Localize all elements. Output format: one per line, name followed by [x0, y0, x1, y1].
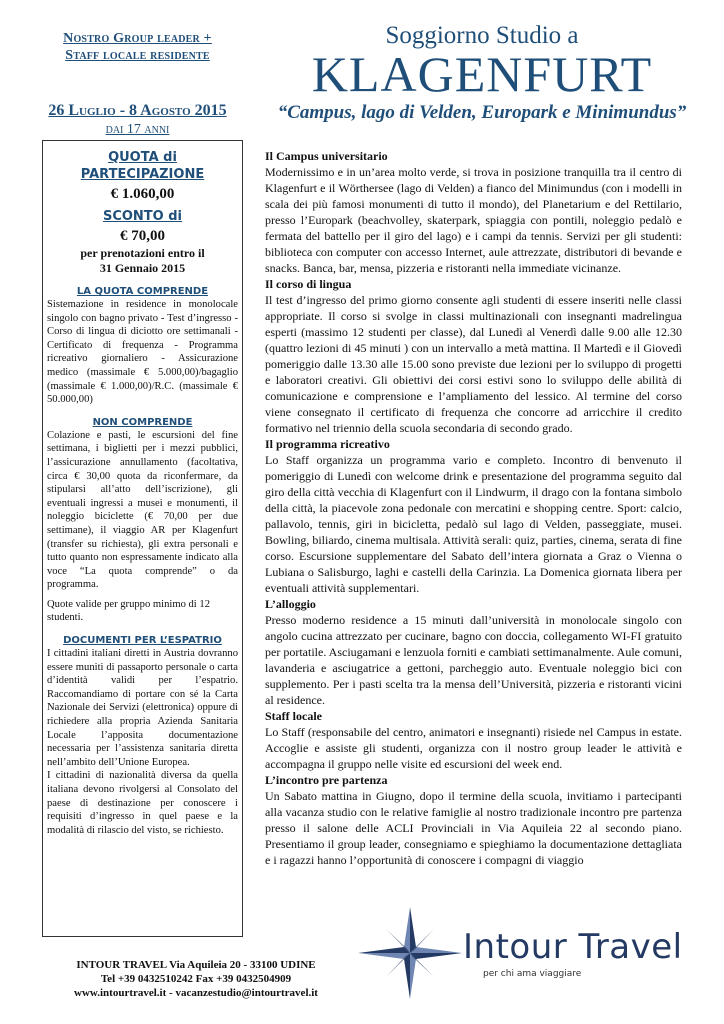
- section-alloggio: [265, 596, 682, 708]
- logo-name: Intour Travel: [463, 927, 683, 967]
- section-text: Modernissimo e in un’area molto verde, si trova in posizione tranquilla tra il centro di Klagenfurt e il Wörthersee (lago di Velden) a fianco del Minimundus (con i modelli in scala dei più famosi monumenti di tutto il mondo), del Planetarium e del Rettilario, presso l’Europark (beachvolley, skaterpark, spiaggia con pontili, noleggio pedalò e fermata del battello per il giro del lago) e i campi da tennis. Servizi per gli studenti: biblioteca con computer con accesso Internet, aule attrezzate, distributori di bevande e snacks. Banca, bar, mensa, pizzeria e ristoranti nella immediate vicinanze.: [265, 165, 682, 275]
- group-leader-line: Nostro Group leader +: [63, 31, 212, 46]
- section-heading: Staff locale: [265, 709, 322, 723]
- footer-contacts: [40, 958, 352, 1000]
- intour-travel-logo: [355, 905, 695, 1000]
- staff-line: Staff locale residente: [65, 48, 210, 63]
- dates: 26 Luglio - 8 Agosto 2015: [48, 102, 227, 119]
- comprende-title: LA QUOTA COMPRENDE: [76, 286, 209, 297]
- quota-label-1: QUOTA di: [108, 150, 177, 165]
- section-programma: [265, 436, 682, 596]
- section-incontro: [265, 772, 682, 868]
- section-campus: [265, 148, 682, 276]
- non-comprende-text: Colazione e pasti, le escursioni del fine settimana, i biglietti per i mezzi pubblici, l’assicurazione annullamento (facoltativa, circa € 30,00 quota da riconfermare, da stipularsi all’atto dell’iscrizione), gli eventuali ingressi a musei e monumenti, il noleggio biciclette (€ 70,00 per due settimane), il viaggio AR per Klagenfurt (transfer su richiesta), gli extra personali e tutto quanto non espressamente indicato alla voce “La quota comprende” o da programma.: [47, 429, 238, 591]
- compass-star-icon: [355, 905, 465, 1000]
- sconto-label: SCONTO di: [102, 209, 183, 224]
- footer-address: INTOUR TRAVEL Via Aquileia 20 - 33100 UDINE: [76, 959, 316, 971]
- documenti-text-2: I cittadini di nazionalità diversa da quella italiana devono rivolgersi al Consolato del paese di destinazione per conoscere i requisiti d’ingresso in quel paese e la modalità di rilascio del visto, se richiesto.: [47, 770, 238, 836]
- section-text: Presso moderno residence a 15 minuti dall’università in monolocale singolo con angolo cucina attrezzato per cucinare, bagno con doccia, collegamento WI-FI gratuito per portatile. Asciugamani e lenzuola forniti e cambiati settimanalmente. Aule comuni, lavanderia e asciugatrice a gettoni, parcheggio auto. Eventuale noleggio bici con supplemento. Per i pasti scelta tra la mensa dell’Università, pizzeria e ristoranti vicini al residence.: [265, 613, 682, 707]
- section-text: Lo Staff (responsabile del centro, animatori e insegnanti) risiede nel Campus in estate. Accoglie e assiste gli studenti, organizza con il nostro group leader le attività e accompagna il gruppo nelle visite ed escursioni del week end.: [265, 725, 682, 771]
- sconto-price: € 70,00: [120, 228, 165, 244]
- documenti-title: DOCUMENTI PER L’ESPATRIO: [63, 635, 222, 647]
- section-text: Lo Staff organizza un programma vario e completo. Incontro di benvenuto il pomeriggio di Lunedì con welcome drink e presentazione del programma seguito dal giro della città vecchia di Klagenfurt con il Lindwurm, il drago con la fontana simbolo della città, la piacevole zona pedonale con mercatini e shopping centre. Sport: calcio, pallavolo, tennis, giri in bicicletta, pedalò sul lago di Velden, passeggiate, musei. Bowling, biliardo, cinema multisala. Attività serali: quiz, parties, cinema, serata di fine corso. Escursione supplementare del Sabato dell’intera giornata a Graz o Vienna o Lubiana o Salisburgo, laghi e castelli della Carinzia. La Domenica giornata libera per eventuali attività supplementari.: [265, 453, 682, 595]
- pre-title: Soggiorno Studio a: [385, 22, 579, 49]
- footer-web: www.intourtravel.it - vacanzestudio@intourtravel.it: [74, 987, 318, 999]
- page-title: KLAGENFURT: [311, 46, 653, 102]
- comprende-text: Sistemazione in residence in monolocale singolo con bagno privato - Test d’ingresso - Corso di lingua di diciotto ore settimanali - Certificato di frequenza - Programma ricreativo giornaliero - Assicurazione medico (massimale € 5.000,00)/bagaglio (massimale € 1.000,00)/R.C. (massimale € 50.000,00): [47, 299, 238, 406]
- header-right: [262, 22, 702, 124]
- sconto-note-2: 31 Gennaio 2015: [99, 261, 186, 275]
- price-info-box: [42, 140, 243, 937]
- age-line: dai 17 anni: [105, 122, 170, 137]
- section-corso: [265, 276, 682, 436]
- section-heading: Il Campus universitario: [265, 149, 388, 163]
- section-heading: L’incontro pre partenza: [265, 773, 388, 787]
- section-text: Il test d’ingresso del primo giorno consente agli studenti di essere inseriti nelle classi appropriate. Il corso si svolge in classi multinazionali con insegnanti madrelingua esperti (massimo 12 studenti per classe), dal Lunedì al Venerdì dalle 9.00 alle 12.30 (quattro lezioni di 45 minuti ) con un intervallo a metà mattina. Il Martedì e il Giovedì pomeriggio dalle 13.30 alle 15.00 sono previste due lezioni per lo sviluppo di progetti e laboratori creativi. Gli obiettivi dei corsi estivi sono lo sviluppo delle abilità di comunicazione e comprensione e l’ampliamento del lessico. Al termine del corso viene consegnato il certificato di frequenza che concorre ad arricchire il credito formativo nel triennio della scuola secondaria di secondo grado.: [265, 293, 682, 435]
- logo-tagline: per chi ama viaggiare: [483, 969, 582, 979]
- non-comprende-title: NON COMPRENDE: [92, 416, 193, 428]
- section-heading: Il programma ricreativo: [265, 437, 390, 451]
- header-left: [20, 30, 255, 138]
- program-description: [265, 148, 682, 868]
- quota-label-2: PARTECIPAZIONE: [80, 167, 205, 182]
- section-heading: L’alloggio: [265, 597, 316, 611]
- quota-price: € 1.060,00: [110, 186, 175, 202]
- subtitle: “Campus, lago di Velden, Europark e Minimundus”: [277, 102, 687, 123]
- quote-valide-text: Quote valide per gruppo minimo di 12 studenti.: [47, 598, 210, 624]
- section-staff: [265, 708, 682, 772]
- section-text: Un Sabato mattina in Giugno, dopo il termine della scuola, invitiamo i partecipanti alla vacanza studio con le relative famiglie al nostro tradizionale incontro pre partenza presso il salone delle ACLI Provinciali in Via Aquileia 22 al secondo piano. Presentiamo il group leader, consegniamo e spieghiamo la documentazione dettagliata e i ragazzi hanno l’opportunità di conoscere i compagni di viaggio: [265, 789, 682, 867]
- section-heading: Il corso di lingua: [265, 277, 352, 291]
- footer-phone: Tel +39 0432510242 Fax +39 0432504909: [100, 973, 292, 985]
- sconto-note-1: per prenotazioni entro il: [80, 246, 205, 260]
- documenti-text-1: I cittadini italiani diretti in Austria dovranno essere muniti di passaporto personale o carta d’identità validi per l’espatrio. Raccomandiamo di portare con sé la Carta Nazionale dei Servizi (elettronica) oppure di richiedere alla propria Azienda Sanitaria Locale l’apposita documentazione necessaria per l’assistenza sanitaria diretta nell’ambito dell’Unione Europea.: [47, 648, 238, 768]
